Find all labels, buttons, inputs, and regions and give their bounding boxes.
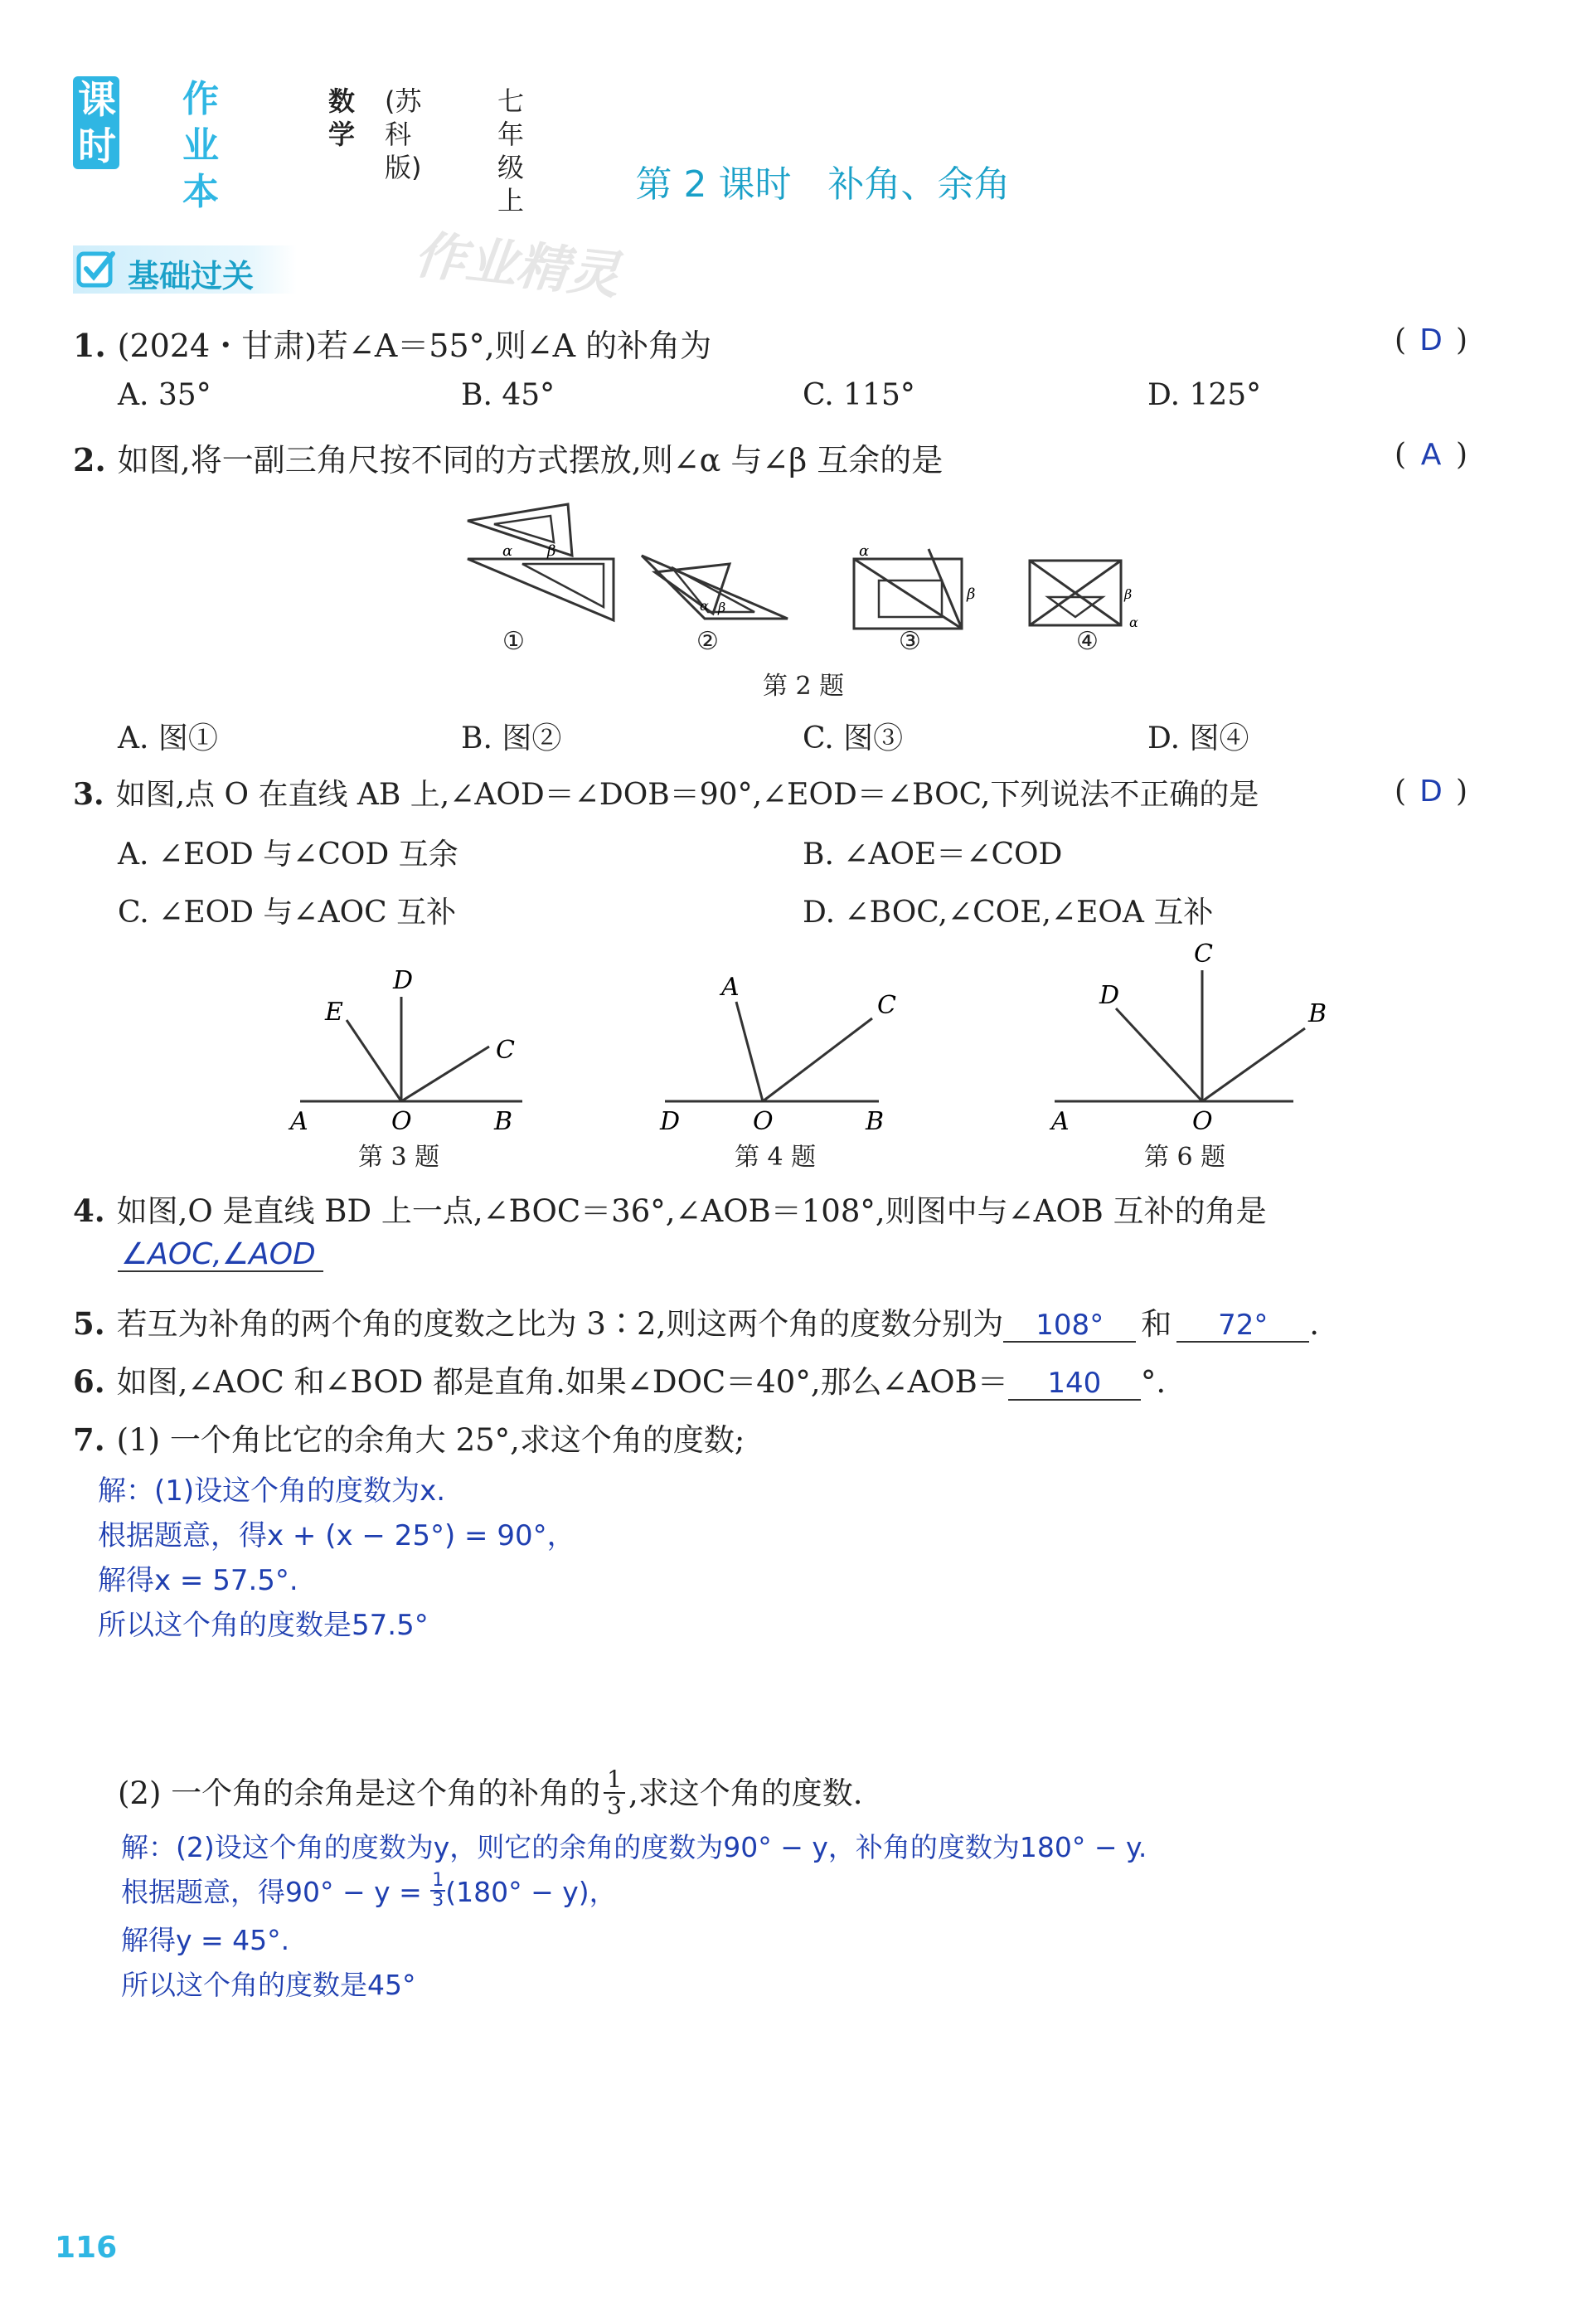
lesson-title: 第 2 课时 补角、余角 — [635, 163, 1011, 206]
figure-q3 — [282, 962, 547, 1136]
q5-and: 和 — [1141, 1306, 1172, 1342]
q3-option-c: C. ∠EOD 与∠AOC 互补 — [118, 896, 457, 930]
figure-q4 — [655, 962, 920, 1136]
q7-solution1-line4: 所以这个角的度数是57.5° — [98, 1609, 429, 1642]
q2-figure-3 — [846, 542, 987, 634]
header-edition: (苏科版) — [385, 85, 422, 183]
fig3-caption: 第 3 题 — [358, 1143, 440, 1172]
fig6-caption: 第 6 题 — [1144, 1143, 1226, 1172]
q3-answer-slot: ( D ) — [1395, 775, 1468, 809]
q7-part2-tail: ,求这个角的度数. — [628, 1775, 863, 1811]
fig6-label-a: A — [1051, 1107, 1070, 1136]
q1-option-b: B. 45° — [461, 378, 555, 412]
logo-part1: 课时 — [73, 76, 119, 169]
q7-solution1-line1: 解：(1)设这个角的度数为x. — [98, 1474, 446, 1508]
header-subject: 数学 — [328, 85, 356, 150]
q6-number: 6. — [73, 1363, 105, 1400]
q6-answer: 140 — [1008, 1369, 1141, 1401]
header-grade: 七年级上 — [497, 85, 525, 216]
q1-option-c: C. 115° — [803, 378, 915, 412]
q2-figure-4 — [1020, 547, 1144, 630]
q1-option-d: D. 125° — [1147, 378, 1262, 412]
fig4-label-d: D — [660, 1107, 681, 1136]
q7-solution2-line2 — [121, 1871, 617, 1913]
question-2 — [73, 435, 943, 480]
figure-q6 — [1045, 937, 1351, 1136]
svg-text:β: β — [718, 600, 726, 615]
fig3-label-e: E — [325, 998, 343, 1027]
q5-answer-1: 108° — [1003, 1311, 1136, 1343]
q7-part2-text: (2) 一个角的余角是这个角的补角的 — [118, 1775, 601, 1811]
question-3 — [73, 771, 1259, 814]
q7-solution2-line2b: (180° − y)， — [445, 1876, 617, 1908]
q7-sol-fraction-den: 3 — [432, 1889, 444, 1911]
q7-solution2-line2a: 根据题意，得90° − y = — [121, 1876, 431, 1908]
q3-option-b: B. ∠AOE＝∠COD — [803, 838, 1063, 872]
fig6-label-b: B — [1308, 999, 1327, 1028]
q3-option-d: D. ∠BOC,∠COE,∠EOA 互补 — [803, 896, 1214, 930]
q2-text: 如图,将一副三角尺按不同的方式摆放,则∠α 与∠β 互余的是 — [117, 442, 944, 478]
q7-solution2-line1: 解：(2)设这个角的度数为y，则它的余角的度数为90° − y，补角的度数为180° − y. — [121, 1831, 1147, 1863]
fig4-label-a: A — [721, 973, 740, 1002]
fig3-label-d: D — [393, 966, 414, 995]
q1-answer-slot: ( D ) — [1395, 323, 1468, 357]
q1-option-a: A. 35° — [118, 378, 211, 412]
question-7-part2 — [118, 1765, 863, 1822]
q7-fraction — [604, 1767, 625, 1819]
q3-answer: D — [1419, 775, 1443, 809]
q7-part1: (1) 一个角比它的余角大 25°,求这个角的度数; — [116, 1422, 745, 1458]
q2-figure-label-1: ① — [502, 627, 525, 656]
q3-option-a: A. ∠EOD 与∠COD 互余 — [118, 838, 458, 872]
q5-answer-2: 72° — [1176, 1311, 1309, 1343]
question-7 — [73, 1415, 745, 1460]
fig3-label-a: A — [290, 1107, 308, 1136]
q6-text: 如图,∠AOC 和∠BOD 都是直角.如果∠DOC＝40°,那么∠AOB＝ — [116, 1364, 1008, 1400]
fig4-label-c: C — [877, 991, 896, 1020]
fig3-label-o: O — [391, 1107, 412, 1136]
svg-text:α: α — [700, 598, 709, 614]
fig6-label-d: D — [1099, 981, 1120, 1010]
q4-number: 4. — [73, 1193, 105, 1229]
q2-number: 2. — [73, 441, 106, 478]
q7-fraction-num: 1 — [604, 1767, 625, 1794]
q1-text: (2024・甘肃)若∠A＝55°,则∠A 的补角为 — [117, 328, 712, 364]
question-5 — [73, 1299, 1319, 1343]
page-number: 116 — [55, 2231, 118, 2265]
q2-figure-1 — [464, 498, 622, 639]
fig6-label-c: C — [1194, 940, 1213, 969]
q2-answer-slot: ( A ) — [1395, 438, 1468, 472]
q2-option-c: C. 图③ — [803, 721, 904, 755]
q2-figure-label-4: ④ — [1076, 627, 1099, 656]
fig3-label-c: C — [496, 1036, 515, 1065]
svg-text:α: α — [1129, 614, 1138, 630]
q7-fraction-den: 3 — [607, 1791, 622, 1819]
question-4 — [73, 1186, 1267, 1231]
q4-answer-line — [118, 1239, 323, 1272]
q1-answer: D — [1419, 323, 1443, 357]
section-header — [73, 245, 297, 294]
q7-sol-fraction-num: 1 — [432, 1869, 444, 1891]
logo-part2: 作业本 — [182, 78, 219, 213]
svg-text:β: β — [1124, 586, 1133, 602]
q2-caption: 第 2 题 — [763, 672, 845, 701]
q6-degree: °. — [1140, 1364, 1167, 1400]
q2-figure-label-2: ② — [696, 627, 719, 656]
q2-option-b: B. 图② — [461, 721, 562, 755]
watermark: 作业精灵 — [411, 224, 623, 306]
q7-number: 7. — [73, 1421, 105, 1458]
q7-solution1-line2: 根据题意，得x + (x − 25°) = 90°， — [98, 1519, 575, 1552]
q4-answer: ∠AOC,∠AOD — [118, 1239, 323, 1272]
svg-text:β: β — [967, 585, 976, 603]
q2-option-d: D. 图④ — [1147, 721, 1249, 755]
svg-text:α: α — [859, 542, 870, 560]
q4-text: 如图,O 是直线 BD 上一点,∠BOC＝36°,∠AOB＝108°,则图中与∠AOB 互补的角是 — [116, 1193, 1267, 1229]
checkbox-icon — [76, 249, 118, 290]
question-1 — [73, 320, 711, 366]
q2-answer: A — [1420, 438, 1442, 472]
q2-figure-2 — [638, 547, 796, 630]
fig3-label-b: B — [494, 1107, 513, 1136]
fig4-label-o: O — [753, 1107, 774, 1136]
q7-solution1-line3: 解得x = 57.5°. — [98, 1564, 298, 1597]
q3-number: 3. — [73, 777, 104, 812]
q5-text: 若互为补角的两个角的度数之比为 3∶2,则这两个角的度数分别为 — [116, 1306, 1004, 1342]
svg-text:β: β — [547, 542, 556, 560]
q5-number: 5. — [73, 1305, 105, 1342]
fig4-caption: 第 4 题 — [735, 1143, 817, 1172]
q5-period: . — [1309, 1306, 1320, 1342]
section-label: 基础过关 — [128, 258, 255, 294]
q7-solution2-line4: 所以这个角的度数是45° — [121, 1969, 416, 2001]
q1-number: 1. — [73, 327, 106, 364]
q3-text: 如图,点 O 在直线 AB 上,∠AOD＝∠DOB＝90°,∠EOD＝∠BOC,下列说法不正确的是 — [115, 778, 1259, 812]
fig4-label-b: B — [866, 1107, 885, 1136]
q2-option-a: A. 图① — [118, 721, 218, 755]
fig6-label-o: O — [1192, 1107, 1213, 1136]
q7-solution2-line3: 解得y = 45°. — [121, 1924, 290, 1956]
q7-sol-fraction — [430, 1869, 445, 1911]
q2-figure-label-3: ③ — [899, 627, 921, 656]
svg-text:α: α — [502, 542, 513, 560]
question-6 — [73, 1357, 1166, 1401]
